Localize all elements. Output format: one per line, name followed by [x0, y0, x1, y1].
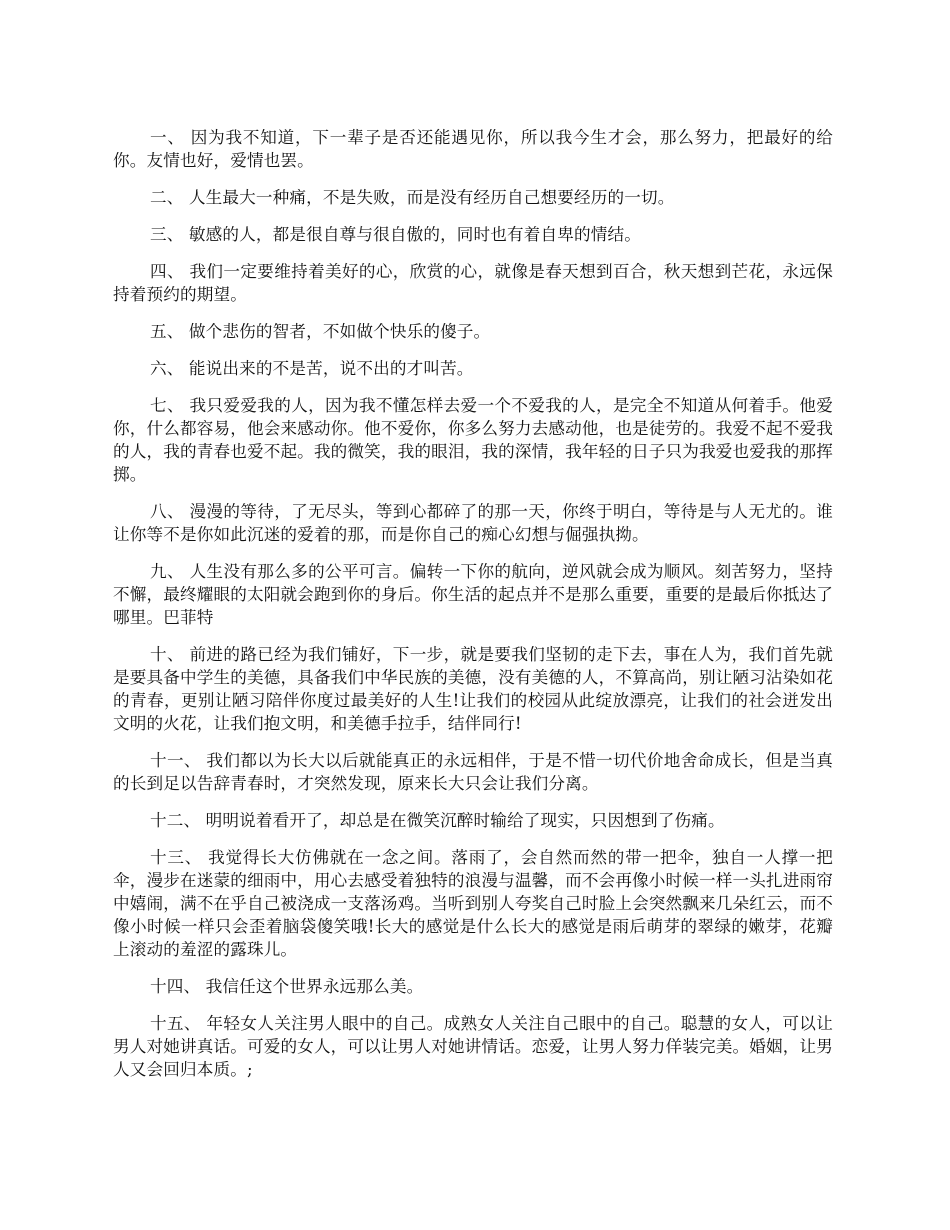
paragraph-2: 二、 人生最大一种痛，不是失败，而是没有经历自己想要经历的一切。: [150, 188, 675, 207]
paragraph-7: 七、 我只爱爱我的人，因为我不懂怎样去爱一个不爱我的人，是完全不知道从何着手。他爱你，什么都容易，他会来感动你。他不爱你，你多么努力去感动他，也是徒劳的。我爱不起不爱我的人，我的青春也爱不起。我的微笑，我的眼泪，我的深情，我年轻的日子只为我爱也爱我的那挥掷。: [113, 396, 833, 484]
paragraph-13: 十三、 我觉得长大仿佛就在一念之间。落雨了，会自然而然的带一把伞，独自一人撑一把伞，漫步在迷蒙的细雨中，用心去感受着独特的浪漫与温馨，而不会再像小时候一样一头扎进雨帘中嬉闹，满不在乎自己被浇成一支落汤鸡。当听到别人夸奖自己时脸上会突然飘来几朵红云，而不像小时候一样只会歪着脑袋傻笑哦!长大的感觉是什么长大的感觉是雨后萌芽的翠绿的嫩芽，花瓣上滚动的羞涩的露珠儿。: [113, 848, 833, 959]
document-body: [113, 126, 833, 1095]
paragraph-1: 一、 因为我不知道，下一辈子是否还能遇见你，所以我今生才会，那么努力，把最好的给你。友情也好，爱情也罢。: [113, 128, 833, 170]
paragraph-3: 三、 敏感的人，都是很自尊与很自傲的，同时也有着自卑的情结。: [150, 225, 641, 244]
paragraph-4: 四、 我们一定要维持着美好的心，欣赏的心，就像是春天想到百合，秋天想到芒花，永远保持着预约的期望。: [113, 262, 833, 304]
paragraph-14: 十四、 我信任这个世界永远那么美。: [150, 977, 424, 996]
paragraph-11: 十一、 我们都以为长大以后就能真正的永远相伴，于是不惜一切代价地舍命成长，但是当真的长到足以告辞青春时，才突然发现，原来长大只会让我们分离。: [113, 751, 833, 793]
paragraph-15: 十五、 年轻女人关注男人眼中的自己。成熟女人关注自己眼中的自己。聪慧的女人，可以让男人对她讲真话。可爱的女人，可以让男人对她讲情话。恋爱，让男人努力佯装完美。婚姻，让男人又会回归本质。;: [113, 1014, 833, 1079]
paragraph-6: 六、 能说出来的不是苦，说不出的才叫苦。: [150, 359, 474, 378]
paragraph-8: 八、 漫漫的等待，了无尽头，等到心都碎了的那一天，你终于明白，等待是与人无尤的。谁让你等不是你如此沉迷的爱着的那，而是你自己的痴心幻想与倔强执拗。: [113, 502, 833, 544]
paragraph-10: 十、 前进的路已经为我们铺好，下一步，就是要我们坚韧的走下去，事在人为，我们首先就是要具备中学生的美德，具备我们中华民族的美德，没有美德的人，不算高尚，别让陋习沾染如花的青春，更别让陋习陪伴你度过最美好的人生!让我们的校园从此绽放漂亮，让我们的社会迸发出文明的火花，让我们抱文明，和美德手拉手，结伴同行!: [113, 645, 833, 733]
paragraph-5: 五、 做个悲伤的智者，不如做个快乐的傻子。: [150, 322, 491, 341]
paragraph-9: 九、 人生没有那么多的公平可言。偏转一下你的航向，逆风就会成为顺风。刻苦努力，坚持不懈，最终耀眼的太阳就会跑到你的身后。你生活的起点并不是那么重要，重要的是最后你抵达了哪里。巴菲特: [113, 562, 833, 627]
paragraph-12: 十二、 明明说着看开了，却总是在微笑沉醉时输给了现实，只因想到了伤痛。: [150, 811, 725, 830]
